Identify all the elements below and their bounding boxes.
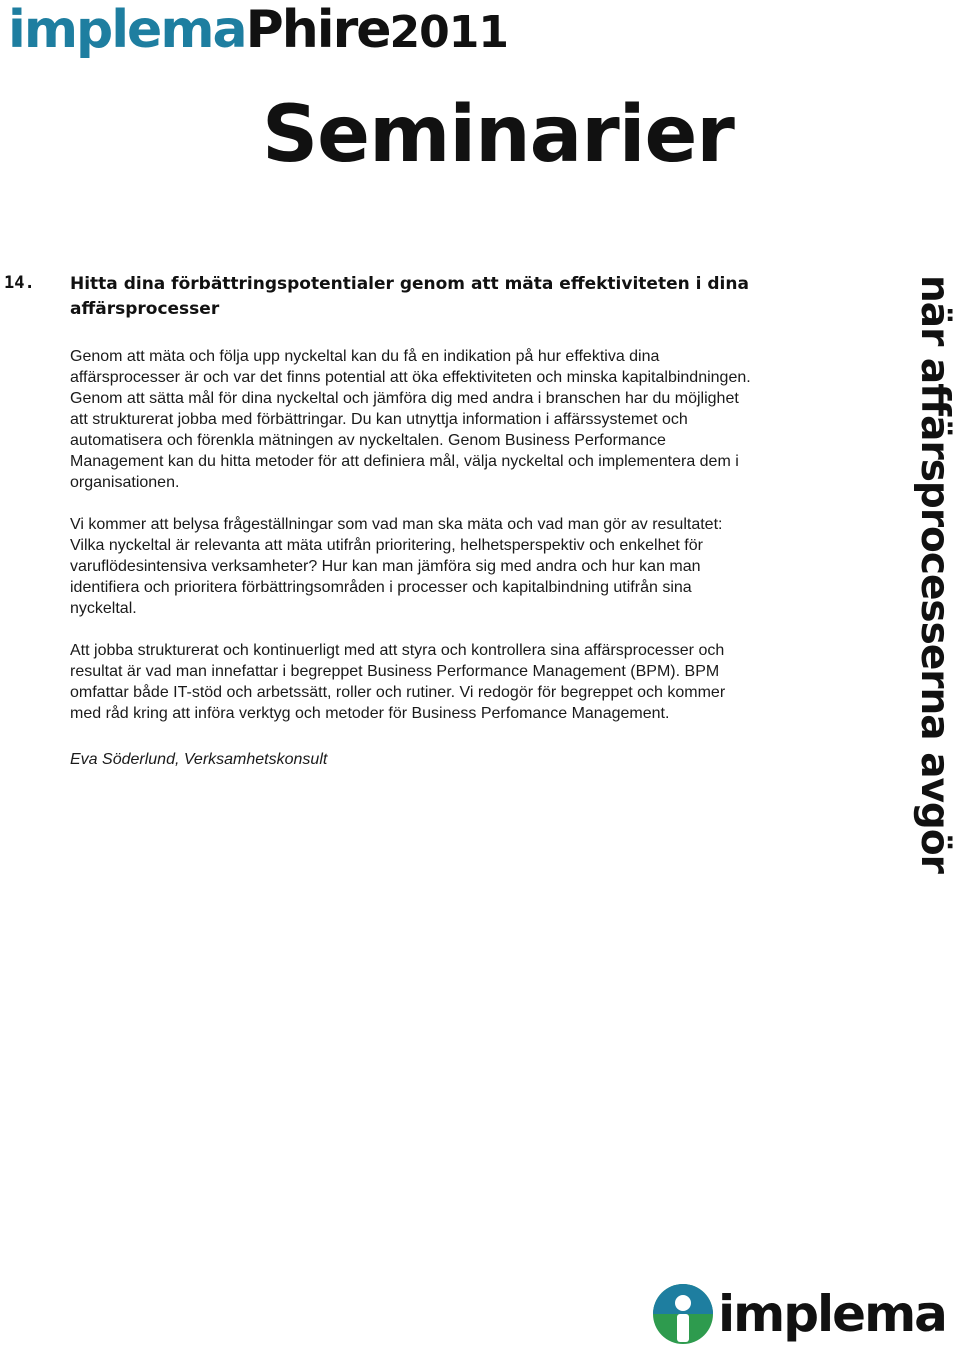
logo-year-text: 2011 <box>389 7 508 58</box>
paragraph-1: Genom att mäta och följa upp nyckeltal kan du få en indikation på hur effektiva dina affärsprocesser är och var det finns potential att öka effektiviteten och minska kapitalbindningen. Genom att sätta mål för dina nyckeltal och jämföra dig med andra i branschen har du möjlighet att strukturerat jobba med förbättringar. Du kan utnyttja information i affärssystemet och automatisera och förenkla mätningen av nyckeltalen. Genom Business Performance Management kan du hitta metoder för att definiera mål, välja nyckeltal och implementera dem i organisationen. <box>70 348 751 491</box>
vertical-tagline: när affärsprocesserna avgör <box>912 275 957 873</box>
paragraph-2: Vi kommer att belysa frågeställningar som vad man ska mäta och vad man gör av resultatet: Vilka nyckeltal är relevanta att mäta utifrån prioritering, helhetsperspektiv och enkelhet för varuflödesintensiva verksamheter? Hur kan man jämföra sig med andra och hur kan man identifiera och prioritera förbättringsområden i processer och kapitalbindning utifrån sina nyckeltal. <box>70 516 723 617</box>
author-credit: Eva Söderlund, Verksamhetskonsult <box>70 751 328 768</box>
seminar-title: Hitta dina förbättringspotentialer genom att mäta effektiviteten i dina affärsprocesser <box>70 274 749 319</box>
logo-implema-text: implema <box>8 0 246 60</box>
implemaphire-2011-logo <box>8 0 508 70</box>
footer-logo-text: implema <box>718 1285 946 1343</box>
implema-footer-logo <box>652 1282 946 1346</box>
page-title: Seminarier <box>262 90 734 180</box>
paragraph-3: Att jobba strukturerat och kontinuerligt med att styra och kontrollera sina affärsprocesser och resultat är vad man innefattar i begreppet Business Performance Management (BPM). BPM omfattar både IT-stöd och arbetssätt, roller och rutiner. Vi redogör för begreppet och kommer med råd kring att införa verktyg och metoder för Business Perfomance Management. <box>70 642 726 722</box>
logo-phire-text: Phire <box>245 0 390 60</box>
seminar-description <box>70 346 760 791</box>
implema-emblem-icon <box>652 1283 714 1345</box>
seminar-number: 14. <box>4 273 35 293</box>
